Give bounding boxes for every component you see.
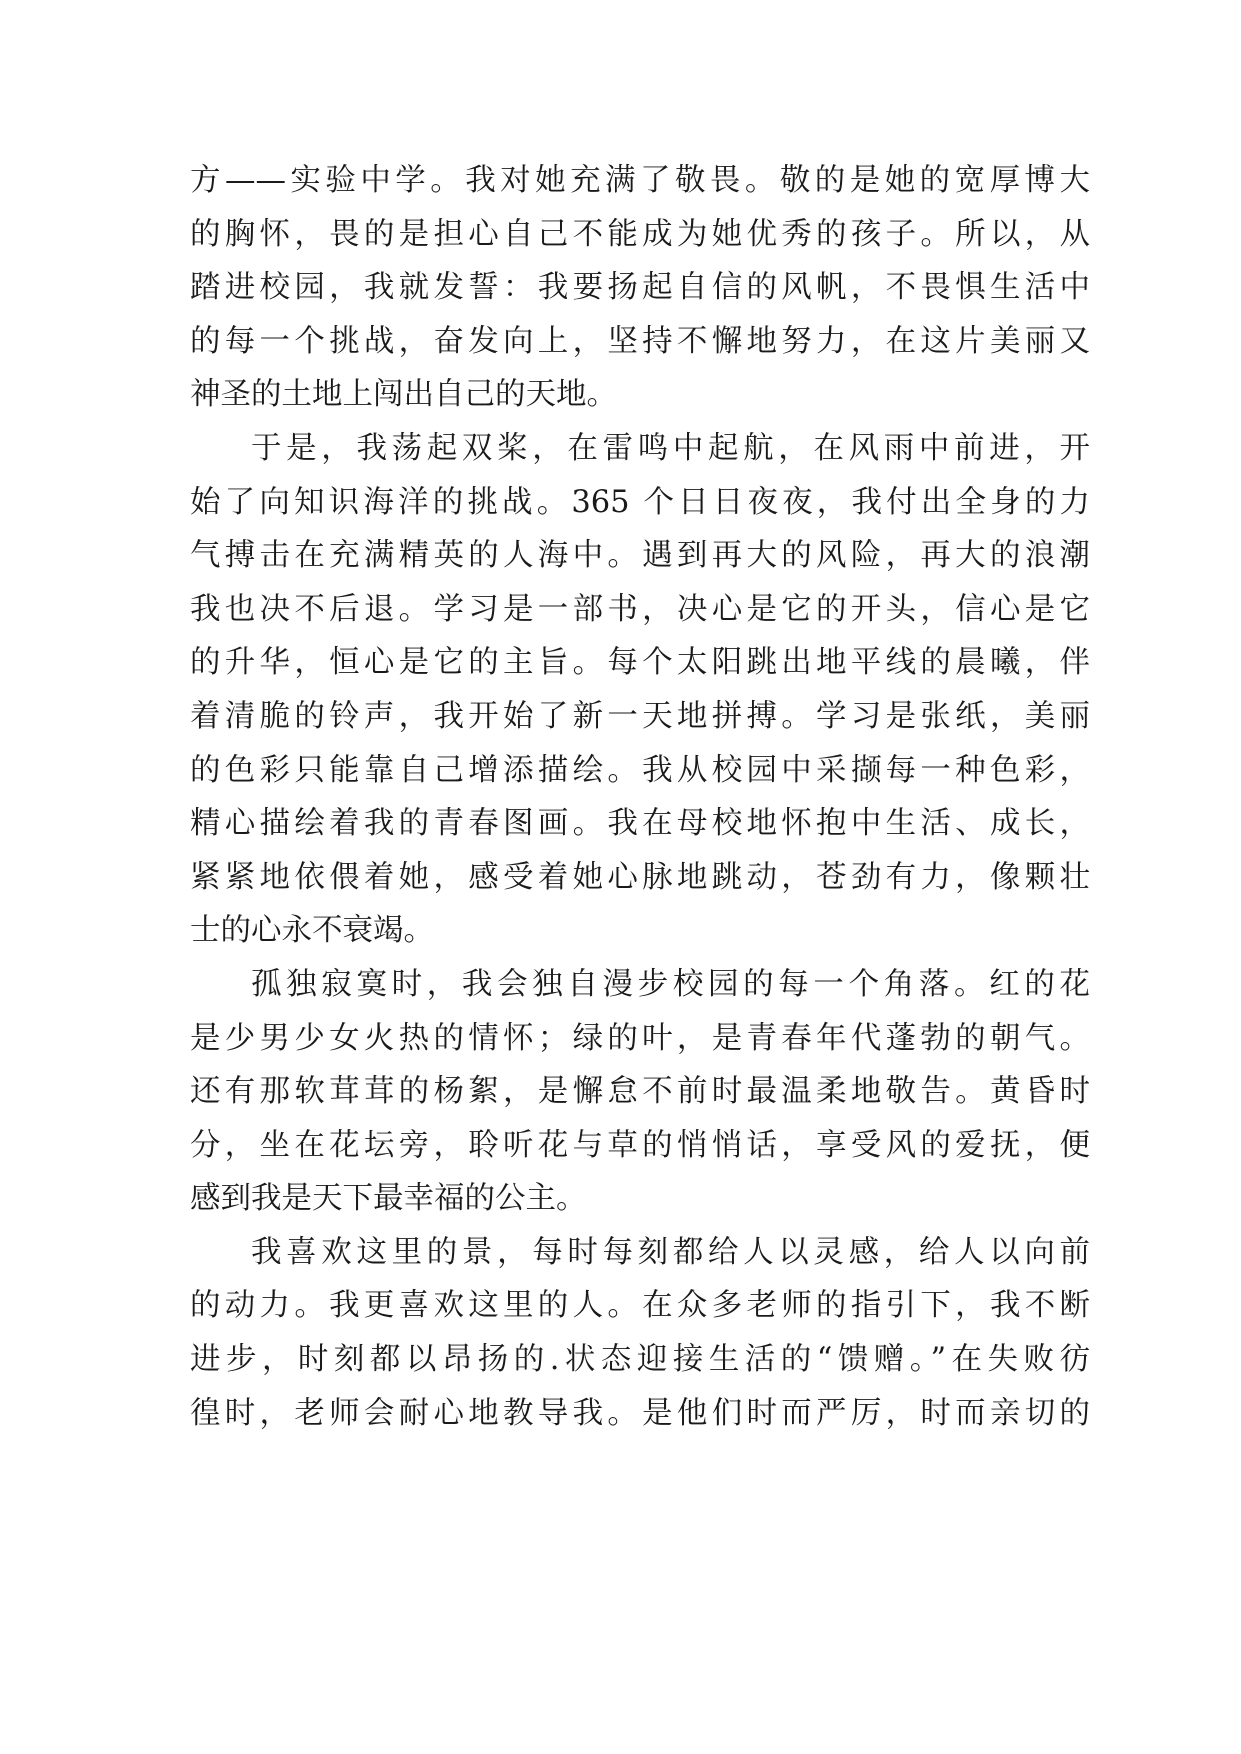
paragraph-first-line: 我喜欢这里的景，每时每刻都给人以灵感，给人以向前 [251, 1234, 1090, 1270]
text-line: 还有那软茸茸的杨絮，是懈怠不前时最温柔地敬告。黄昏时 [190, 1074, 1090, 1110]
text-line: 分，坐在花坛旁，聆听花与草的悄悄话，享受风的爱抚，便 [190, 1127, 1090, 1163]
paragraph-first-line: 于是，我荡起双桨，在雷鸣中起航，在风雨中前进，开 [251, 430, 1090, 466]
text-line: 的每一个挑战，奋发向上，坚持不懈地努力，在这片美丽又 [190, 323, 1090, 359]
text-line: 神圣的土地上闯出自己的天地。 [190, 377, 617, 413]
body-text [190, 154, 1090, 1440]
text-line: 的色彩只能靠自己增添描绘。我从校园中采撷每一种色彩， [190, 752, 1090, 788]
text-line: 的动力。我更喜欢这里的人。在众多老师的指引下，我不断 [190, 1288, 1090, 1324]
text-line: 是少男少女火热的情怀；绿的叶，是青春年代蓬勃的朝气。 [190, 1020, 1090, 1056]
text-line: 的胸怀，畏的是担心自己不能成为她优秀的孩子。所以，从 [190, 216, 1090, 252]
text-line: 方——实验中学。我对她充满了敬畏。敬的是她的宽厚博大 [190, 163, 1090, 198]
paragraph-first-line: 孤独寂寞时，我会独自漫步校园的每一个角落。红的花 [251, 966, 1090, 1002]
text-line: 我也决不后退。学习是一部书，决心是它的开头，信心是它 [190, 591, 1090, 627]
text-line: 始了向知识海洋的挑战。365 个日日夜夜，我付出全身的力 [190, 484, 1090, 520]
text-line: 踏进校园，我就发誓：我要扬起自信的风帆，不畏惧生活中 [190, 270, 1090, 306]
text-line: 的升华，恒心是它的主旨。每个太阳跳出地平线的晨曦，伴 [190, 645, 1090, 681]
text-line: 紧紧地依偎着她，感受着她心脉地跳动，苍劲有力，像颗壮 [190, 859, 1090, 895]
text-line: 感到我是天下最幸福的公主。 [190, 1181, 587, 1217]
text-line: 徨时，老师会耐心地教导我。是他们时而严厉，时而亲切的 [190, 1395, 1090, 1431]
text-line: 士的心永不衰竭。 [190, 913, 434, 949]
text-line: 精心描绘着我的青春图画。我在母校地怀抱中生活、成长， [190, 806, 1090, 842]
text-line: 着清脆的铃声，我开始了新一天地拼搏。学习是张纸，美丽 [190, 698, 1090, 734]
text-line: 气搏击在充满精英的人海中。遇到再大的风险，再大的浪潮 [190, 538, 1090, 574]
text-line: 进步，时刻都以昂扬的.状态迎接生活的“馈赠。”在失败彷 [190, 1342, 1090, 1378]
